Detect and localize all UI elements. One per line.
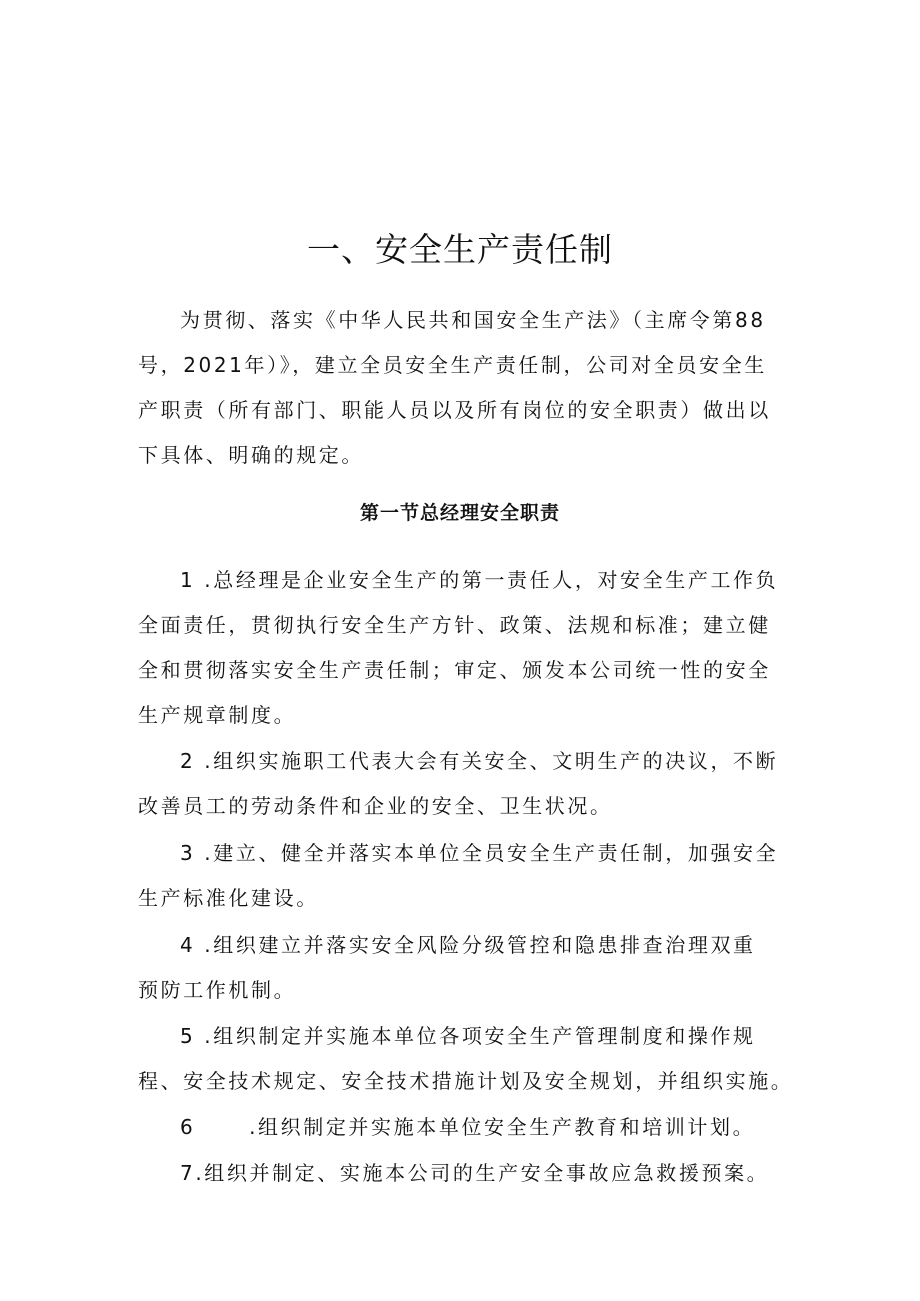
item-1-line: 生产规章制度。 (138, 703, 297, 727)
item-3-line: 生产标准化建设。 (138, 886, 319, 910)
item-1-line: 全和贯彻落实安全生产责任制；审定、颁发本公司统一性的安全 (138, 658, 771, 682)
item-2-line: 改善员工的劳动条件和企业的安全、卫生状况。 (138, 794, 613, 818)
item-2-line: 2 .组织实施职工代表大会有关安全、文明生产的决议，不断 (180, 749, 779, 773)
item-3-line: 3 .建立、健全并落实本单位全员安全生产责任制，加强安全 (180, 841, 779, 865)
item-7-line: 7.组织并制定、实施本公司的生产安全事故应急救援预案。 (180, 1161, 770, 1185)
intro-line: 下具体、明确的规定。 (138, 443, 364, 467)
intro-line: 产职责（所有部门、职能人员以及所有岗位的安全职责）做出以 (138, 398, 771, 422)
item-4-line: 预防工作机制。 (138, 978, 297, 1002)
section-title: 第一节总经理安全职责 (359, 502, 560, 524)
item-6-line: 6 .组织制定并实施本单位安全生产教育和培训计划。 (180, 1115, 756, 1139)
document-title: 一、安全生产责任制 (307, 230, 613, 269)
item-1-line: 全面责任，贯彻执行安全生产方针、政策、法规和标准；建立健 (138, 613, 771, 637)
item-4-line: 4 .组织建立并落实安全风险分级管控和隐患排查治理双重 (180, 933, 756, 957)
item-5-line: 5 .组织制定并实施本单位各项安全生产管理制度和操作规 (180, 1024, 756, 1048)
intro-line: 为贯彻、落实《中华人民共和国安全生产法》（主席令第88 (180, 308, 766, 332)
intro-line: 号，2021年）》，建立全员安全生产责任制，公司对全员安全生 (138, 353, 767, 377)
item-5-line: 程、安全技术规定、安全技术措施计划及安全规划，并组织实施。 (138, 1069, 794, 1093)
item-1-line: 1 .总经理是企业安全生产的第一责任人，对安全生产工作负 (180, 568, 779, 592)
